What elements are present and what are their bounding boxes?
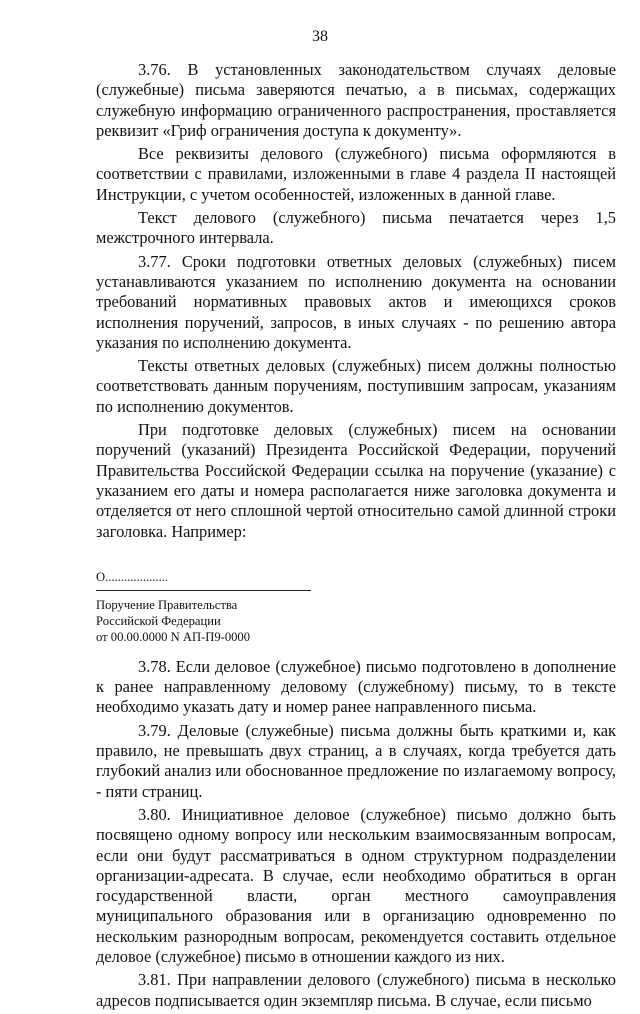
paragraph-3-78: 3.78. Если деловое (служебное) письмо подготовлено в дополнение к ранее направленному деловому (служебному) письму, то в тексте необходимо указать дату и номер ранее направленного письма. (96, 656, 616, 717)
paragraph-3-79: 3.79. Деловые (служебные) письма должны быть краткими и, как правило, не превышать двух страниц, а в случаях, когда требуется дать глубокий анализ или обоснованное предложение по излагаемому вопросу, - пяти страниц. (96, 720, 616, 801)
example-line: Российской Федерации (96, 613, 221, 628)
paragraph-3-81: 3.81. При направлении делового (служебного) письма в несколько адресов подписывается один экземпляр письма. В случае, если письмо (96, 970, 616, 1010)
example-line: Поручение Правительства (96, 597, 238, 612)
spacer (96, 545, 616, 569)
example-title-stub: О.................... (96, 569, 169, 584)
example-line: от 00.00.0000 N АП-П9-0000 (96, 629, 251, 644)
paragraph-3-77: 3.77. Сроки подготовки ответных деловых (служебных) писем устанавливаются указанием по исполнению документа на основании требований нормативных правовых актов и имеющихся сроков исполнения поручений, запросов, в иных случаях - по решению автора указания по исполнению документа. (96, 251, 616, 352)
paragraph-instructions-reference: При подготовке деловых (служебных) писем на основании поручений (указаний) Президента Российской Федерации, поручений Правительства Российской Федерации ссылка на поручение (указание) с указанием его даты и номера располагается ниже заголовка документа и отделяется от него сплошной чертой относительно самой длинной строки заголовка. Например: (96, 420, 616, 541)
separator-line (96, 590, 311, 591)
paragraph-requisites: Все реквизиты делового (служебного) письма оформляются в соответствии с правилами, изложенными в главе 4 раздела II настоящей Инструкции, с учетом особенностей, изложенных в данной главе. (96, 144, 616, 204)
paragraph-line-spacing: Текст делового (служебного) письма печатается через 1,5 межстрочного интервала. (96, 208, 616, 248)
paragraph-reply-texts: Тексты ответных деловых (служебных) писем должны полностью соответствовать данным поручениям, поступившим запросам, указаниям по исполнению документов. (96, 356, 616, 416)
paragraph-3-76: 3.76. В установленных законодательством случаях деловые (служебные) письма заверяются печатью, а в письмах, содержащих служебную информацию ограниченного распространения, проставляется реквизит «Гриф ограничения доступа к документу». (96, 60, 616, 140)
page-number: 38 (312, 28, 328, 45)
paragraph-3-80: 3.80. Инициативное деловое (служебное) письмо должно быть посвящено одному вопросу или нескольким взаимосвязанным вопросам, если они будут рассматриваться в одном структурном подразделении организации-адресата. В случае, если необходимо обратиться в орган государственной власти, орган местного самоуправления муниципального образования или в организацию одновременно по нескольким разнородным вопросам, рекомендуется составить отдельное деловое (служебное) письмо в отношении каждого из них. (96, 804, 616, 966)
document-body (96, 60, 616, 1014)
example-block (96, 569, 616, 645)
